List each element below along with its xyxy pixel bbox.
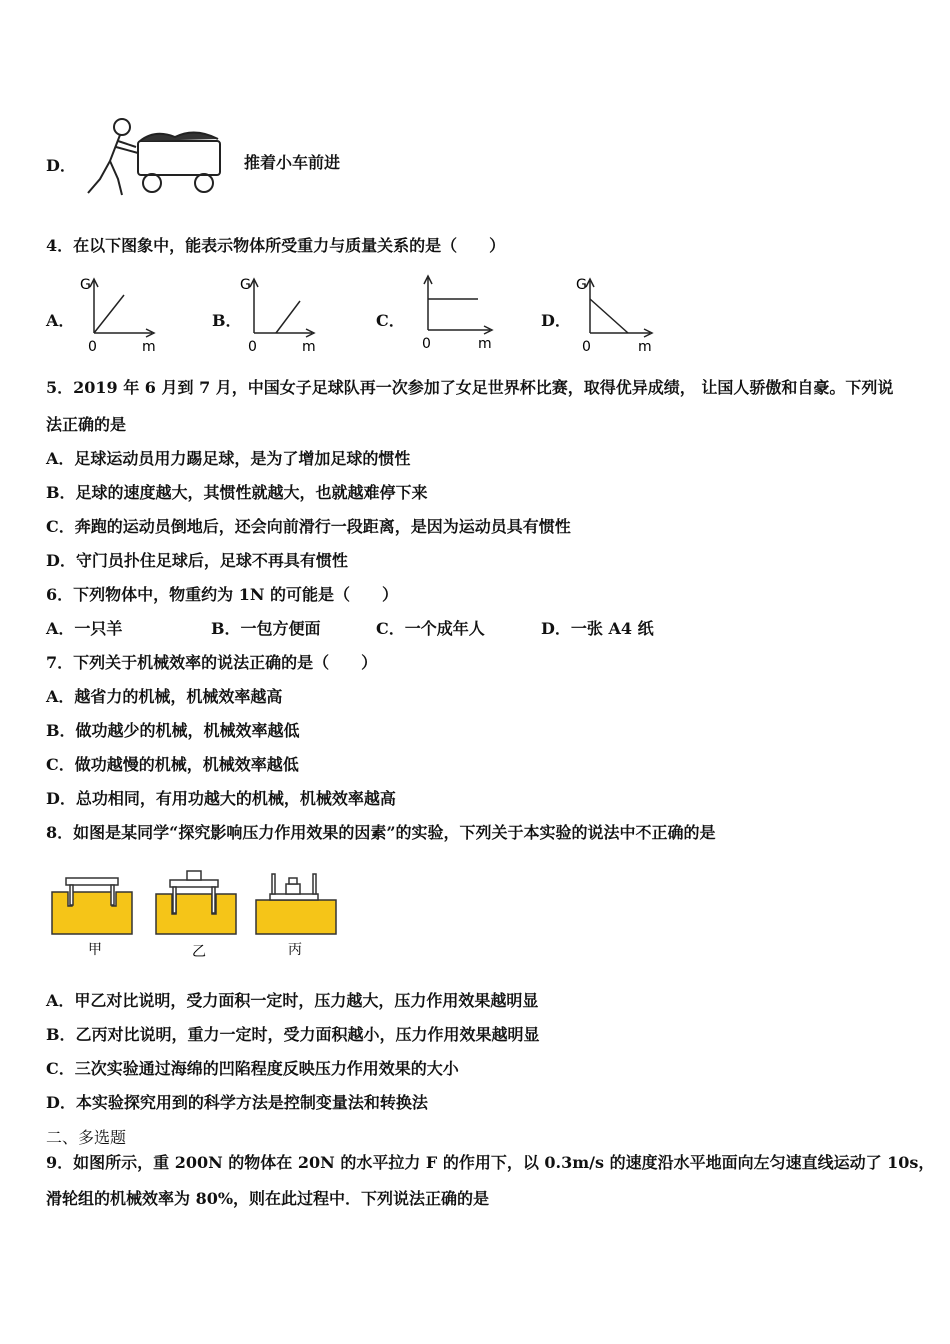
figure-label-jia: 甲 (88, 942, 102, 958)
graph-line (590, 299, 628, 333)
axis-x-label: m (302, 339, 316, 355)
axis-x-label: m (638, 339, 652, 355)
q8-option-b[interactable]: B．乙丙对比说明，重力一定时，受力面积越小，压力作用效果越明显 (46, 1025, 540, 1044)
q4-option-c-label[interactable]: C． (376, 311, 405, 330)
q5-option-a[interactable]: A．足球运动员用力踢足球，是为了增加足球的惯性 (46, 449, 411, 468)
graph-line (94, 295, 124, 333)
q7-option-a[interactable]: A．越省力的机械，机械效率越高 (46, 687, 283, 706)
q9-stem-line2: 滑轮组的机械效率为 80%，则在此过程中．下列说法正确的是 (46, 1189, 490, 1208)
q7-option-d[interactable]: D．总功相同，有用功越大的机械，机械效率越高 (46, 789, 396, 808)
axis-y-label: G (240, 277, 251, 293)
q7-option-b[interactable]: B．做功越少的机械，机械效率越低 (46, 721, 300, 740)
q8-sponge-experiment-figure (48, 866, 344, 964)
q6-option-a[interactable]: A．一只羊 (46, 619, 123, 638)
q7-option-c[interactable]: C．做功越慢的机械，机械效率越低 (46, 755, 299, 774)
q9-stem-line1: 9．如图所示，重 200N 的物体在 20N 的水平拉力 F 的作用下，以 0.3m/s 的速度沿水平地面向左匀速直线运动了 10s， (46, 1153, 935, 1172)
q5-option-b[interactable]: B．足球的速度越大，其惯性就越大，也就越难停下来 (46, 483, 428, 502)
q6-stem: 6．下列物体中，物重约为 1N 的可能是（ ） (46, 585, 399, 604)
origin-label: 0 (422, 336, 431, 352)
q4-graph-d (572, 275, 656, 355)
axis-x-label: m (142, 339, 156, 355)
axis-y-label: G (80, 277, 91, 293)
q6-option-b[interactable]: B．一包方便面 (211, 619, 321, 638)
origin-label: 0 (248, 339, 257, 355)
axis-y-label: G (576, 277, 587, 293)
q5-option-d[interactable]: D．守门员扑住足球后，足球不再具有惯性 (46, 551, 348, 570)
origin-label: 0 (582, 339, 591, 355)
q8-option-c[interactable]: C．三次实验通过海绵的凹陷程度反映压力作用效果的大小 (46, 1059, 459, 1078)
q4-option-b-label[interactable]: B． (212, 311, 242, 330)
q4-stem: 4．在以下图象中，能表示物体所受重力与质量关系的是（ ） (46, 236, 506, 255)
q8-option-a[interactable]: A．甲乙对比说明，受力面积一定时，压力越大，压力作用效果越明显 (46, 991, 539, 1010)
q4-option-d-label[interactable]: D． (541, 311, 571, 330)
q3-option-d-text: 推着小车前进 (244, 153, 341, 172)
person-pushing-cart-figure (80, 113, 230, 201)
q4-graph-a (78, 275, 158, 355)
origin-label: 0 (88, 339, 97, 355)
figure-label-bing: 丙 (288, 942, 302, 958)
graph-line (276, 301, 300, 333)
q4-option-a-label[interactable]: A． (46, 311, 75, 330)
q8-stem: 8．如图是某同学“探究影响压力作用效果的因素”的实验，下列关于本实验的说法中不正确的是 (46, 823, 716, 842)
q5-stem-line2: 法正确的是 (46, 415, 127, 434)
q7-stem: 7．下列关于机械效率的说法正确的是（ ） (46, 653, 378, 672)
section-title: 二、多选题 (46, 1128, 127, 1147)
figure-label-yi: 乙 (192, 944, 206, 960)
q4-graph-b (238, 275, 318, 355)
q3-option-d-label: D． (46, 156, 76, 175)
q8-option-d[interactable]: D．本实验探究用到的科学方法是控制变量法和转换法 (46, 1093, 428, 1112)
q5-stem-line1: 5．2019 年 6 月到 7 月，中国女子足球队再一次参加了女足世界杯比赛，取得优异成绩， 让国人骄傲和自豪。下列说 (46, 378, 894, 397)
q5-option-c[interactable]: C．奔跑的运动员倒地后，还会向前滑行一段距离，是因为运动员具有惯性 (46, 517, 571, 536)
axis-x-label: m (478, 336, 492, 352)
q6-option-c[interactable]: C．一个成年人 (376, 619, 485, 638)
q4-graph-c (412, 272, 496, 352)
q6-option-d[interactable]: D．一张 A4 纸 (541, 619, 654, 638)
